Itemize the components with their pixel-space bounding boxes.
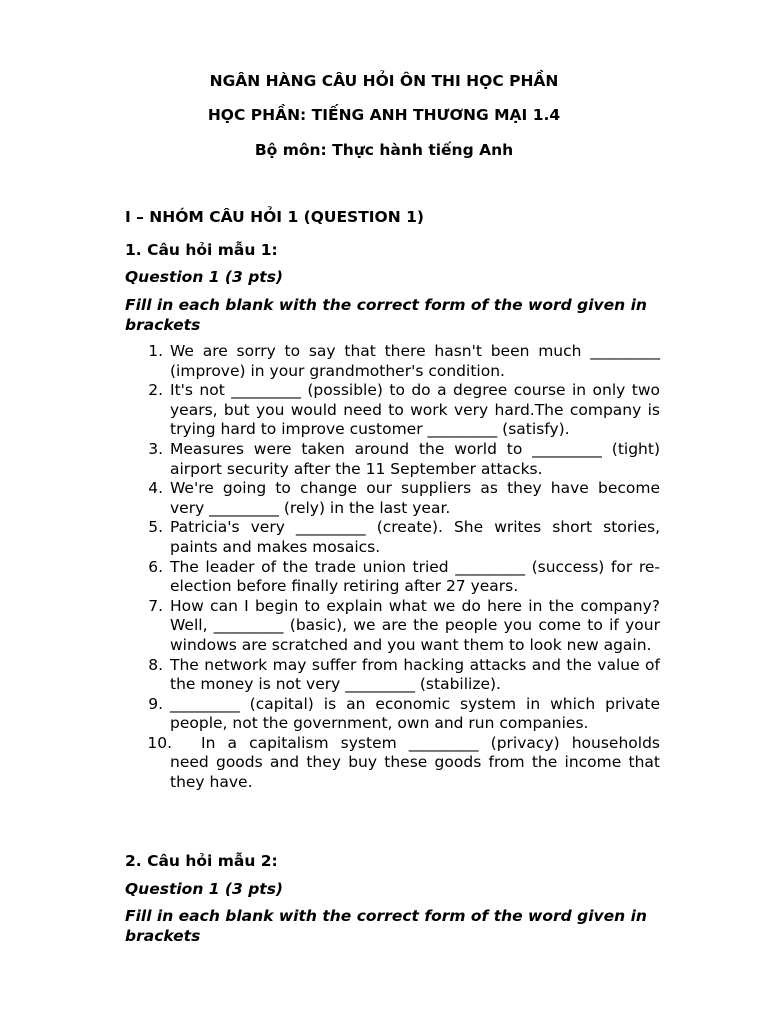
item-number: 5.	[148, 518, 163, 537]
item-number: 6.	[148, 557, 163, 576]
item-number: 8.	[148, 655, 163, 674]
sample-1-instruction: Fill in each blank with the correct form of the word given in brackets	[125, 296, 647, 334]
item-number: 4.	[148, 479, 163, 498]
item-number: 10.	[147, 733, 172, 752]
sample-2-heading: 2. Câu hỏi mẫu 2:	[125, 852, 278, 870]
item-text-indent	[170, 734, 201, 752]
sample-1-heading: 1. Câu hỏi mẫu 1:	[125, 241, 278, 259]
item-number: 1.	[148, 342, 163, 360]
item-text: Measures were taken around the world to _________ (tight) airport security after the 11 September attacks.	[170, 439, 660, 478]
item-number: 2.	[148, 381, 163, 400]
list-item	[125, 656, 660, 695]
question-list	[125, 342, 660, 793]
section-title: I – NHÓM CÂU HỎI 1 (QUESTION 1)	[125, 208, 424, 226]
item-text: The leader of the trade union tried _________ (success) for re-election before finally retiring after 27 years.	[170, 557, 660, 596]
sample-1-question: Question 1 (3 pts)	[125, 268, 284, 286]
list-item	[125, 381, 660, 440]
item-text: It's not _________ (possible) to do a degree course in only two years, but you would need to work very hard.The company is trying hard to improve customer _________ (satisfy).	[170, 381, 660, 439]
item-number: 9.	[148, 694, 163, 713]
item-text: We are sorry to say that there hasn't been much _________ (improve) in your grandmother's condition.	[170, 342, 660, 380]
list-item	[125, 440, 660, 479]
list-item	[125, 558, 660, 597]
item-text: In a capitalism system _________ (privacy) households need goods and they buy these goods from the income that they have.	[170, 733, 660, 792]
item-text: The network may suffer from hacking attacks and the value of the money is not very _________ (stabilize).	[170, 655, 660, 694]
list-item	[125, 518, 660, 557]
sample-2-question: Question 1 (3 pts)	[125, 880, 284, 898]
item-number: 3.	[148, 439, 163, 458]
course-title: HỌC PHẦN: TIẾNG ANH THƯƠNG MẠI 1.4	[207, 106, 561, 124]
item-text: Patricia's very _________ (create). She writes short stories, paints and makes mosaics.	[170, 518, 660, 556]
list-item	[125, 479, 660, 518]
sample-2-instruction: Fill in each blank with the correct form of the word given in brackets	[125, 907, 647, 945]
list-item	[125, 342, 660, 381]
document-title: NGÂN HÀNG CÂU HỎI ÔN THI HỌC PHẦN	[209, 72, 559, 90]
department-title: Bộ môn: Thực hành tiếng Anh	[254, 141, 514, 159]
item-text: How can I begin to explain what we do here in the company? Well, _________ (basic), we are the people you come to if your windows are scratched and you want them to look new again.	[170, 596, 660, 654]
list-item	[125, 597, 660, 656]
list-item	[125, 734, 660, 793]
list-item	[125, 695, 660, 734]
item-text: We're going to change our suppliers as they have become very _________ (rely) in the last year.	[170, 479, 660, 517]
item-text: _________ (capital) is an economic system in which private people, not the government, own and run companies.	[170, 694, 660, 733]
item-number: 7.	[148, 596, 163, 615]
